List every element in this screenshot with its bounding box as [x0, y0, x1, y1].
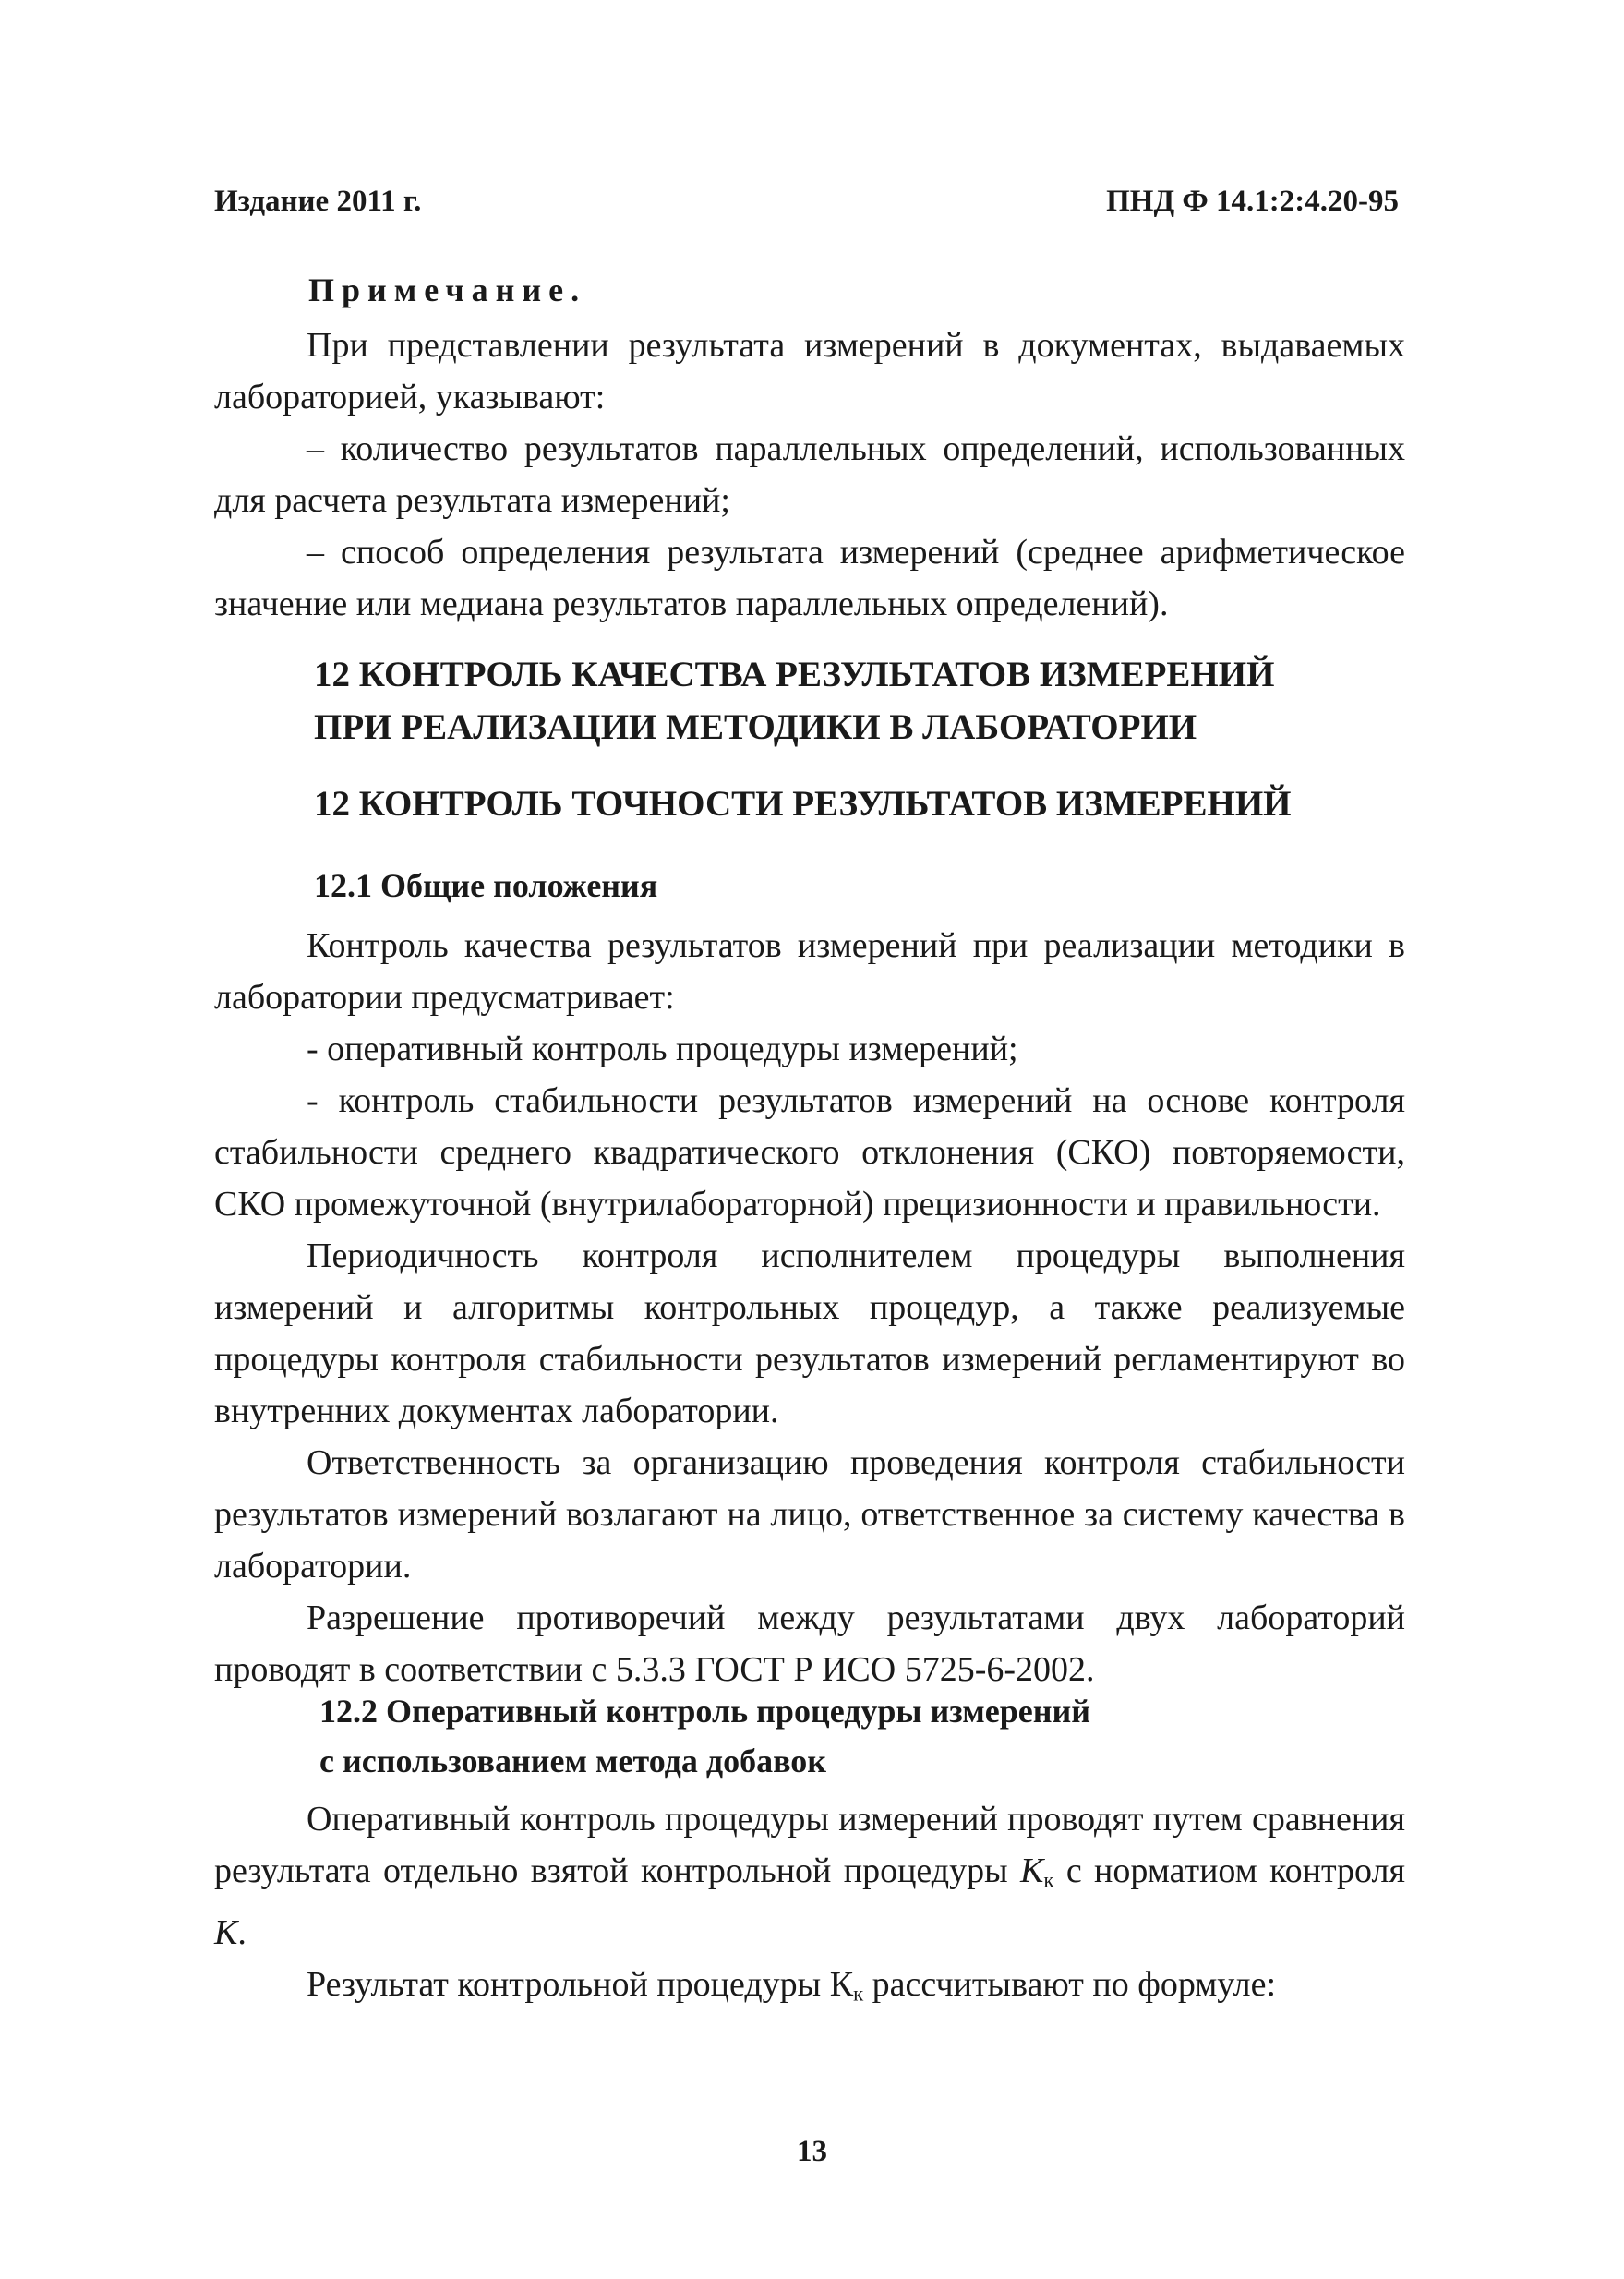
symbol-k-subscript: к — [1043, 1868, 1054, 1892]
paragraph-responsibility: Ответственность за организацию проведения контроля стабильности результатов измерений возлагают на лицо, ответственное за систему качества в лаборатории. — [214, 1443, 1405, 1586]
note-title: Примечание. — [308, 271, 587, 308]
section-12-2-heading-line2: с использованием метода добавок — [319, 1742, 827, 1779]
section-12-1-body — [214, 920, 1405, 1695]
section-12-2-body — [214, 1793, 1405, 2020]
section-12-heading-line1: 12 КОНТРОЛЬ КАЧЕСТВА РЕЗУЛЬТАТОВ ИЗМЕРЕНИЙ — [314, 655, 1275, 694]
note-body — [214, 320, 1405, 630]
edition-label: Издание 2011 г. — [214, 185, 422, 218]
section-12-heading-line2: ПРИ РЕАЛИЗАЦИИ МЕТОДИКИ В ЛАБОРАТОРИИ — [314, 707, 1197, 747]
section-12-accuracy-heading: 12 КОНТРОЛЬ ТОЧНОСТИ РЕЗУЛЬТАТОВ ИЗМЕРЕНИЙ — [314, 784, 1292, 824]
section-12-2-heading — [319, 1686, 1409, 1786]
paragraph-contradictions: Разрешение противоречий между результатами двух лабораторий проводят в соответствии с 5.3.3 ГОСТ Р ИСО 5725-6-2002. — [214, 1598, 1405, 1689]
document-code: ПНД Ф 14.1:2:4.20-95 — [1106, 185, 1399, 218]
section-12-heading — [314, 648, 1403, 754]
paragraph-operational-control-end: . — [237, 1912, 247, 1952]
paragraph-formula-intro — [214, 1959, 1405, 2020]
section-12-2-heading-line1: 12.2 Оперативный контроль процедуры измерений — [319, 1693, 1090, 1730]
symbol-k-norm: K — [214, 1912, 238, 1952]
note-item-count: – количество результатов параллельных определений, использованных для расчета результата измерений; — [214, 429, 1405, 520]
paragraph-periodicity: Периодичность контроля исполнителем процедуры выполнения измерений и алгоритмы контрольных процедур, а также реализуемые процедуры контроля стабильности результатов измерений регламентируют во внутренних документах лаборатории. — [214, 1236, 1405, 1430]
paragraph-operational-control-text-2: с норматиом контроля — [1053, 1851, 1405, 1890]
paragraph-formula-intro-text: Результат контрольной процедуры К — [307, 1964, 854, 2004]
list-item-stability-control: - контроль стабильности результатов измерений на основе контроля стабильности среднего квадратического отклонения (СКО) повторяемости, СКО промежуточной (внутрилабораторной) прецизионности и правильности. — [214, 1081, 1405, 1224]
note-item-method: – способ определения результата измерений (среднее арифметическое значение или медиана результатов параллельных определений). — [214, 533, 1405, 623]
symbol-kk-subscript: к — [853, 1982, 864, 2006]
paragraph-formula-intro-text-2: рассчитывают по формуле: — [863, 1964, 1277, 2004]
page-number: 13 — [797, 2135, 827, 2168]
section-12-1-heading: 12.1 Общие положения — [314, 867, 658, 904]
paragraph-operational-control-text: Оперативный контроль процедуры измерений проводят путем сравнения результата отдельно взятой контрольной процедуры — [214, 1800, 1405, 1890]
list-item-operational-control: - оперативный контроль процедуры измерений; — [307, 1030, 1018, 1068]
symbol-k: K — [1020, 1851, 1044, 1890]
note-paragraph-intro: При представлении результата измерений в документах, выдаваемых лабораторией, указывают: — [214, 326, 1405, 416]
paragraph-operational-control — [214, 1793, 1405, 1959]
paragraph-quality-control: Контроль качества результатов измерений при реализации методики в лаборатории предусматривает: — [214, 926, 1405, 1017]
